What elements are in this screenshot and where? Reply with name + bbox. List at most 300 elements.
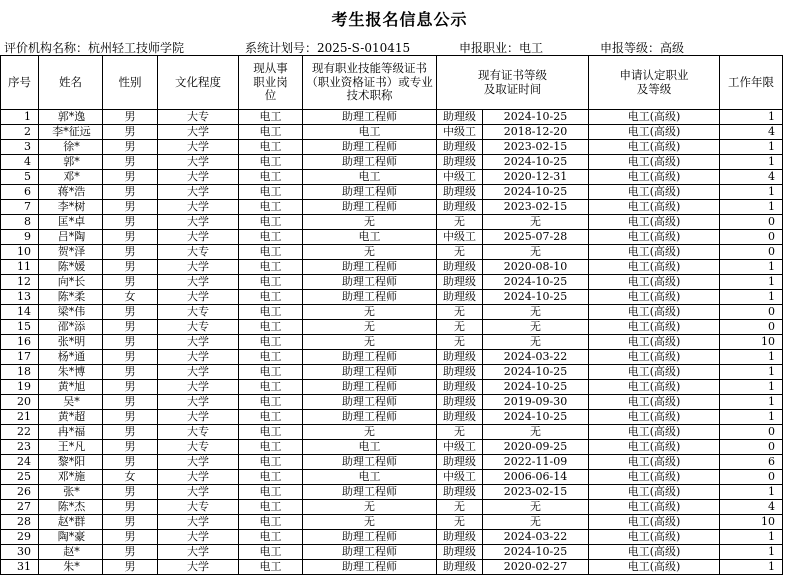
cell-cert-date: 2020-09-25: [483, 440, 589, 455]
cell-cert-date: 无: [483, 245, 589, 260]
cell-education: 大专: [158, 425, 239, 440]
cell-education: 大专: [158, 320, 239, 335]
cell-gender: 男: [103, 395, 158, 410]
cell-seq: 10: [1, 245, 39, 260]
cell-years: 1: [720, 380, 783, 395]
cell-post: 电工: [239, 290, 303, 305]
cell-years: 1: [720, 275, 783, 290]
cell-seq: 23: [1, 440, 39, 455]
cell-education: 大学: [158, 125, 239, 140]
cell-gender: 男: [103, 320, 158, 335]
level-label: 申报等级：: [600, 41, 661, 55]
cell-cert-level: 助理级: [437, 275, 483, 290]
cell-post: 电工: [239, 380, 303, 395]
cell-cert-level: 中级工: [437, 170, 483, 185]
cell-apply: 电工(高级): [589, 245, 720, 260]
cell-name: 朱*博: [39, 365, 103, 380]
cell-post: 电工: [239, 275, 303, 290]
cell-name: 李*树: [39, 200, 103, 215]
cell-apply: 电工(高级): [589, 200, 720, 215]
cell-years: 1: [720, 185, 783, 200]
header-post: 现从事职业岗位: [239, 56, 303, 110]
cell-years: 1: [720, 290, 783, 305]
table-row: [1, 395, 783, 410]
cell-name: 邓*: [39, 170, 103, 185]
cell-cert-date: 2020-02-27: [483, 560, 589, 575]
cell-apply: 电工(高级): [589, 485, 720, 500]
cell-apply: 电工(高级): [589, 215, 720, 230]
cell-post: 电工: [239, 320, 303, 335]
cell-cert-title: 助理工程师: [303, 200, 437, 215]
cell-cert-title: 助理工程师: [303, 545, 437, 560]
cell-cert-title: 助理工程师: [303, 110, 437, 125]
cell-cert-title: 助理工程师: [303, 395, 437, 410]
table-row: [1, 275, 783, 290]
cell-cert-level: 助理级: [437, 545, 483, 560]
cell-education: 大学: [158, 260, 239, 275]
table-row: [1, 290, 783, 305]
cell-cert-level: 无: [437, 245, 483, 260]
cell-cert-date: 2024-10-25: [483, 380, 589, 395]
cell-seq: 24: [1, 455, 39, 470]
cell-name: 朱*: [39, 560, 103, 575]
cell-apply: 电工(高级): [589, 140, 720, 155]
cell-post: 电工: [239, 470, 303, 485]
cell-name: 陈*媛: [39, 260, 103, 275]
cell-seq: 4: [1, 155, 39, 170]
cell-name: 张*: [39, 485, 103, 500]
table-row: [1, 470, 783, 485]
cell-post: 电工: [239, 425, 303, 440]
table-row: [1, 560, 783, 575]
cell-apply: 电工(高级): [589, 515, 720, 530]
table-row: [1, 170, 783, 185]
cell-cert-title: 助理工程师: [303, 530, 437, 545]
cell-name: 匡*卓: [39, 215, 103, 230]
cell-gender: 男: [103, 455, 158, 470]
org-value: 杭州轻工技师学院: [88, 41, 185, 55]
cell-education: 大学: [158, 485, 239, 500]
cell-post: 电工: [239, 155, 303, 170]
cell-apply: 电工(高级): [589, 335, 720, 350]
level-value: 高级: [660, 41, 685, 55]
cell-cert-title: 助理工程师: [303, 350, 437, 365]
cell-cert-date: 无: [483, 320, 589, 335]
cell-cert-level: 助理级: [437, 380, 483, 395]
cell-cert-title: 助理工程师: [303, 290, 437, 305]
cell-name: 邵*添: [39, 320, 103, 335]
cell-apply: 电工(高级): [589, 185, 720, 200]
cell-cert-title: 助理工程师: [303, 455, 437, 470]
cell-education: 大专: [158, 245, 239, 260]
table-header-row: [1, 56, 783, 110]
cell-education: 大专: [158, 500, 239, 515]
cell-cert-level: 无: [437, 215, 483, 230]
table-row: [1, 125, 783, 140]
table-row: [1, 245, 783, 260]
candidate-table: [0, 55, 783, 575]
cell-years: 4: [720, 170, 783, 185]
table-row: [1, 260, 783, 275]
table-row: [1, 155, 783, 170]
cell-apply: 电工(高级): [589, 470, 720, 485]
table-row: [1, 530, 783, 545]
cell-cert-title: 电工: [303, 470, 437, 485]
cell-seq: 28: [1, 515, 39, 530]
cell-seq: 20: [1, 395, 39, 410]
cell-education: 大学: [158, 155, 239, 170]
cell-cert-date: 2024-10-25: [483, 290, 589, 305]
cell-cert-title: 无: [303, 515, 437, 530]
cell-post: 电工: [239, 260, 303, 275]
cell-gender: 男: [103, 170, 158, 185]
cell-cert-level: 助理级: [437, 395, 483, 410]
cell-name: 黄*超: [39, 410, 103, 425]
job-label: 申报职业：: [459, 41, 520, 55]
cell-gender: 男: [103, 305, 158, 320]
header-years: 工作年限: [720, 56, 783, 110]
job-value: 电工: [519, 41, 544, 55]
cell-cert-level: 中级工: [437, 230, 483, 245]
cell-apply: 电工(高级): [589, 290, 720, 305]
cell-years: 4: [720, 125, 783, 140]
table-row: [1, 515, 783, 530]
cell-name: 陈*柔: [39, 290, 103, 305]
cell-years: 10: [720, 335, 783, 350]
table-row: [1, 140, 783, 155]
cell-cert-level: 助理级: [437, 185, 483, 200]
cell-gender: 女: [103, 290, 158, 305]
table-row: [1, 365, 783, 380]
cell-apply: 电工(高级): [589, 230, 720, 245]
cell-seq: 26: [1, 485, 39, 500]
cell-education: 大专: [158, 110, 239, 125]
cell-years: 1: [720, 560, 783, 575]
cell-years: 10: [720, 515, 783, 530]
cell-cert-date: 无: [483, 425, 589, 440]
cell-cert-level: 助理级: [437, 110, 483, 125]
cell-cert-title: 电工: [303, 170, 437, 185]
table-row: [1, 305, 783, 320]
cell-name: 邓*施: [39, 470, 103, 485]
org-label: 评价机构名称：: [4, 41, 89, 55]
cell-years: 4: [720, 500, 783, 515]
cell-apply: 电工(高级): [589, 275, 720, 290]
cell-name: 徐*: [39, 140, 103, 155]
cell-cert-level: 无: [437, 335, 483, 350]
cell-apply: 电工(高级): [589, 365, 720, 380]
cell-cert-level: 助理级: [437, 155, 483, 170]
cell-gender: 男: [103, 125, 158, 140]
cell-cert-title: 电工: [303, 440, 437, 455]
cell-cert-date: 无: [483, 305, 589, 320]
cell-post: 电工: [239, 215, 303, 230]
cell-gender: 男: [103, 185, 158, 200]
cell-cert-title: 无: [303, 335, 437, 350]
cell-cert-title: 助理工程师: [303, 185, 437, 200]
cell-cert-level: 无: [437, 500, 483, 515]
cell-years: 1: [720, 200, 783, 215]
cell-gender: 男: [103, 380, 158, 395]
table-row: [1, 215, 783, 230]
cell-cert-title: 助理工程师: [303, 485, 437, 500]
cell-cert-title: 电工: [303, 230, 437, 245]
cell-name: 陶*豪: [39, 530, 103, 545]
cell-years: 1: [720, 545, 783, 560]
cell-name: 赵*群: [39, 515, 103, 530]
cell-education: 大学: [158, 275, 239, 290]
cell-cert-title: 无: [303, 320, 437, 335]
cell-years: 1: [720, 410, 783, 425]
cell-gender: 男: [103, 485, 158, 500]
cell-post: 电工: [239, 200, 303, 215]
cell-post: 电工: [239, 410, 303, 425]
cell-gender: 男: [103, 440, 158, 455]
cell-name: 郭*逸: [39, 110, 103, 125]
cell-apply: 电工(高级): [589, 125, 720, 140]
cell-post: 电工: [239, 545, 303, 560]
cell-cert-level: 助理级: [437, 560, 483, 575]
cell-seq: 30: [1, 545, 39, 560]
cell-post: 电工: [239, 500, 303, 515]
cell-cert-date: 2024-03-22: [483, 530, 589, 545]
cell-cert-date: 2020-12-31: [483, 170, 589, 185]
cell-gender: 男: [103, 260, 158, 275]
cell-name: 向*长: [39, 275, 103, 290]
header-education: 文化程度: [158, 56, 239, 110]
cell-cert-level: 中级工: [437, 470, 483, 485]
page-title: 考生报名信息公示: [331, 10, 468, 29]
plan-value: 2025-S-010415: [317, 41, 411, 55]
cell-education: 大学: [158, 545, 239, 560]
cell-cert-date: 2024-10-25: [483, 155, 589, 170]
cell-gender: 男: [103, 350, 158, 365]
cell-seq: 8: [1, 215, 39, 230]
cell-gender: 男: [103, 110, 158, 125]
cell-cert-level: 中级工: [437, 125, 483, 140]
cell-post: 电工: [239, 140, 303, 155]
cell-seq: 3: [1, 140, 39, 155]
cell-years: 6: [720, 455, 783, 470]
cell-apply: 电工(高级): [589, 110, 720, 125]
cell-cert-level: 助理级: [437, 410, 483, 425]
cell-gender: 男: [103, 515, 158, 530]
cell-post: 电工: [239, 170, 303, 185]
table-row: [1, 380, 783, 395]
cell-gender: 男: [103, 545, 158, 560]
cell-cert-date: 2019-09-30: [483, 395, 589, 410]
cell-years: 1: [720, 395, 783, 410]
cell-cert-title: 助理工程师: [303, 380, 437, 395]
cell-cert-date: 2020-08-10: [483, 260, 589, 275]
cell-apply: 电工(高级): [589, 560, 720, 575]
table-row: [1, 320, 783, 335]
cell-apply: 电工(高级): [589, 545, 720, 560]
cell-cert-date: 2024-10-25: [483, 185, 589, 200]
cell-apply: 电工(高级): [589, 530, 720, 545]
cell-cert-date: 2024-10-25: [483, 365, 589, 380]
cell-education: 大学: [158, 530, 239, 545]
cell-cert-date: 2022-11-09: [483, 455, 589, 470]
cell-gender: 男: [103, 245, 158, 260]
cell-name: 吴*: [39, 395, 103, 410]
cell-cert-date: 无: [483, 500, 589, 515]
cell-education: 大专: [158, 305, 239, 320]
cell-cert-date: 2006-06-14: [483, 470, 589, 485]
cell-years: 1: [720, 260, 783, 275]
cell-name: 郭*: [39, 155, 103, 170]
header-cert-level: 现有证书等级及取证时间: [437, 56, 589, 110]
cell-post: 电工: [239, 560, 303, 575]
table-row: [1, 200, 783, 215]
cell-gender: 男: [103, 425, 158, 440]
cell-post: 电工: [239, 515, 303, 530]
cell-cert-date: 2023-02-15: [483, 485, 589, 500]
header-cert-title: 现有职业技能等级证书（职业资格证书）或专业技术职称: [303, 56, 437, 110]
cell-gender: 男: [103, 200, 158, 215]
cell-gender: 男: [103, 560, 158, 575]
cell-cert-level: 中级工: [437, 440, 483, 455]
cell-cert-title: 无: [303, 425, 437, 440]
cell-cert-date: 2024-10-25: [483, 410, 589, 425]
cell-seq: 7: [1, 200, 39, 215]
cell-seq: 19: [1, 380, 39, 395]
plan-info: [245, 39, 410, 56]
cell-education: 大学: [158, 170, 239, 185]
cell-education: 大学: [158, 140, 239, 155]
cell-apply: 电工(高级): [589, 320, 720, 335]
cell-seq: 21: [1, 410, 39, 425]
cell-cert-level: 无: [437, 425, 483, 440]
table-row: [1, 455, 783, 470]
cell-education: 大学: [158, 290, 239, 305]
cell-years: 0: [720, 320, 783, 335]
header-gender: 性别: [103, 56, 158, 110]
cell-cert-level: 无: [437, 305, 483, 320]
table-row: [1, 350, 783, 365]
cell-apply: 电工(高级): [589, 305, 720, 320]
cell-post: 电工: [239, 245, 303, 260]
cell-name: 蒋*浩: [39, 185, 103, 200]
table-row: [1, 485, 783, 500]
cell-cert-date: 2018-12-20: [483, 125, 589, 140]
cell-apply: 电工(高级): [589, 455, 720, 470]
cell-apply: 电工(高级): [589, 380, 720, 395]
table-row: [1, 500, 783, 515]
cell-apply: 电工(高级): [589, 440, 720, 455]
cell-cert-level: 助理级: [437, 290, 483, 305]
cell-seq: 5: [1, 170, 39, 185]
cell-seq: 16: [1, 335, 39, 350]
cell-cert-title: 电工: [303, 125, 437, 140]
cell-gender: 男: [103, 410, 158, 425]
cell-cert-level: 助理级: [437, 200, 483, 215]
cell-post: 电工: [239, 125, 303, 140]
cell-name: 黄*旭: [39, 380, 103, 395]
cell-seq: 1: [1, 110, 39, 125]
cell-seq: 2: [1, 125, 39, 140]
job-info: [459, 39, 543, 56]
cell-cert-date: 2024-10-25: [483, 110, 589, 125]
cell-years: 1: [720, 365, 783, 380]
table-row: [1, 545, 783, 560]
cell-cert-title: 无: [303, 500, 437, 515]
cell-cert-title: 无: [303, 215, 437, 230]
header-name: 姓名: [39, 56, 103, 110]
cell-cert-level: 无: [437, 320, 483, 335]
cell-cert-level: 助理级: [437, 485, 483, 500]
cell-gender: 男: [103, 335, 158, 350]
cell-name: 杨*通: [39, 350, 103, 365]
cell-cert-title: 助理工程师: [303, 260, 437, 275]
cell-cert-level: 助理级: [437, 140, 483, 155]
cell-years: 0: [720, 470, 783, 485]
table-row: [1, 425, 783, 440]
cell-seq: 31: [1, 560, 39, 575]
cell-gender: 男: [103, 230, 158, 245]
cell-years: 0: [720, 230, 783, 245]
cell-apply: 电工(高级): [589, 155, 720, 170]
cell-name: 吕*陶: [39, 230, 103, 245]
table-body: [1, 110, 783, 575]
cell-cert-date: 2025-07-28: [483, 230, 589, 245]
table-row: [1, 230, 783, 245]
cell-cert-level: 助理级: [437, 530, 483, 545]
cell-cert-title: 助理工程师: [303, 140, 437, 155]
cell-seq: 9: [1, 230, 39, 245]
cell-seq: 29: [1, 530, 39, 545]
cell-apply: 电工(高级): [589, 500, 720, 515]
cell-apply: 电工(高级): [589, 260, 720, 275]
cell-gender: 男: [103, 365, 158, 380]
cell-education: 大学: [158, 335, 239, 350]
cell-education: 大学: [158, 215, 239, 230]
table-row: [1, 410, 783, 425]
cell-gender: 女: [103, 470, 158, 485]
cell-gender: 男: [103, 215, 158, 230]
cell-seq: 17: [1, 350, 39, 365]
cell-cert-level: 无: [437, 515, 483, 530]
cell-cert-title: 助理工程师: [303, 365, 437, 380]
cell-years: 1: [720, 155, 783, 170]
cell-gender: 男: [103, 500, 158, 515]
cell-seq: 12: [1, 275, 39, 290]
cell-post: 电工: [239, 350, 303, 365]
cell-seq: 14: [1, 305, 39, 320]
cell-years: 1: [720, 485, 783, 500]
cell-education: 大学: [158, 515, 239, 530]
cell-apply: 电工(高级): [589, 170, 720, 185]
cell-name: 李*征远: [39, 125, 103, 140]
cell-gender: 男: [103, 275, 158, 290]
table-row: [1, 110, 783, 125]
cell-name: 贺*泽: [39, 245, 103, 260]
cell-seq: 25: [1, 470, 39, 485]
cell-gender: 男: [103, 140, 158, 155]
cell-name: 赵*: [39, 545, 103, 560]
cell-cert-date: 无: [483, 515, 589, 530]
cell-years: 1: [720, 140, 783, 155]
cell-post: 电工: [239, 440, 303, 455]
cell-gender: 男: [103, 155, 158, 170]
cell-post: 电工: [239, 335, 303, 350]
cell-name: 陈*杰: [39, 500, 103, 515]
cell-post: 电工: [239, 185, 303, 200]
table-row: [1, 335, 783, 350]
cell-years: 1: [720, 350, 783, 365]
cell-post: 电工: [239, 365, 303, 380]
cell-years: 1: [720, 110, 783, 125]
